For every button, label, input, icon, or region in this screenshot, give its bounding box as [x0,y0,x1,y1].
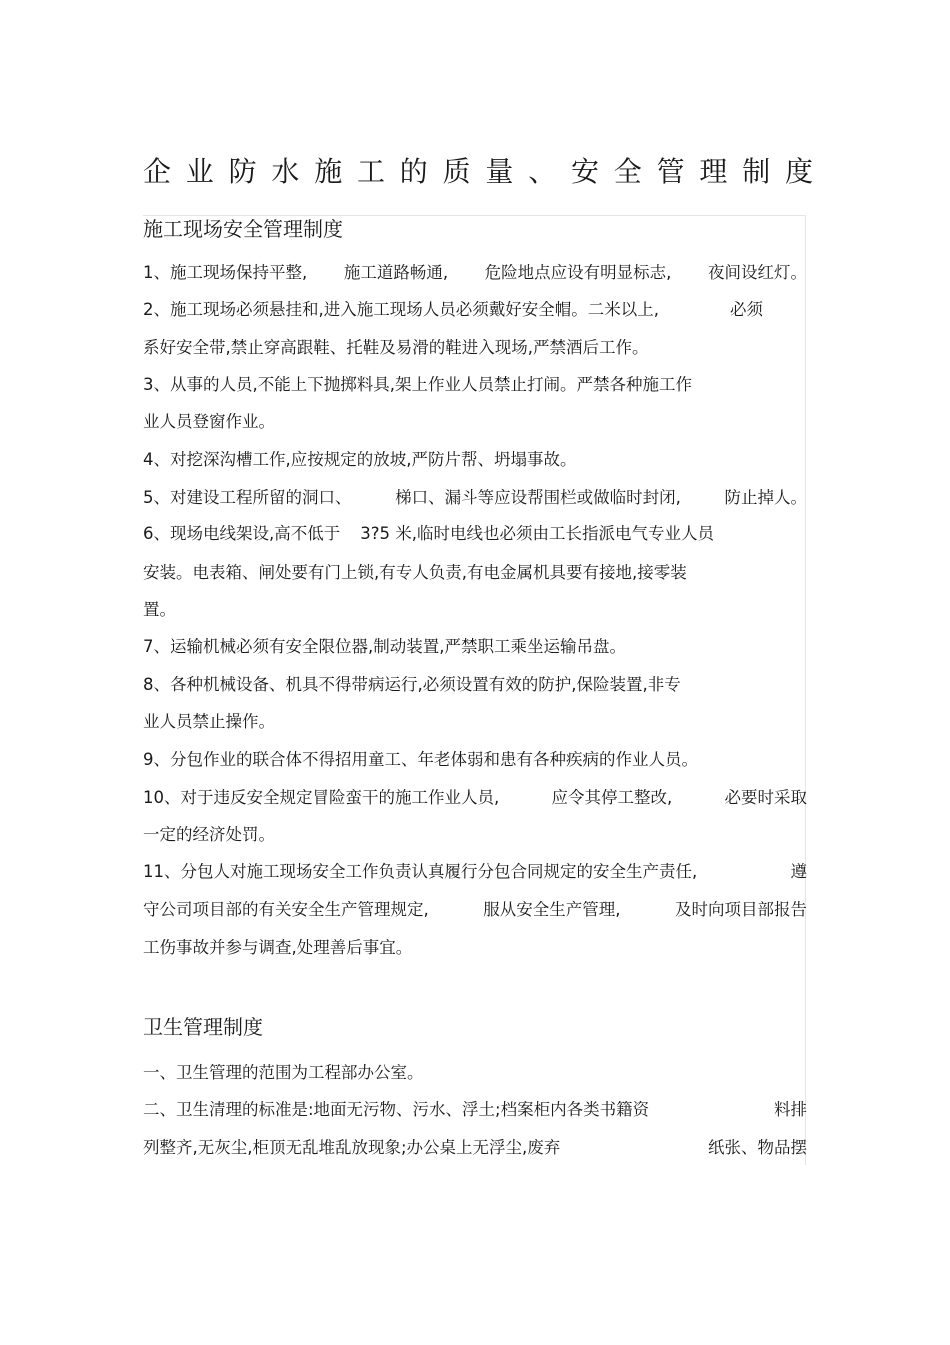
hygiene-item-2-line-2 [143,1136,807,1160]
safety-item-4: 4、对挖深沟槽工作,应按规定的放坡,严防片帮、坍塌事故。 [143,450,577,469]
text-segment: 防止掉人。 [724,488,807,507]
safety-item-5 [143,486,807,510]
text-segment: 料排 [774,1100,807,1119]
safety-item-10-line-1 [143,786,807,810]
hygiene-item-1: 一、卫生管理的范围为工程部办公室。 [143,1063,424,1082]
text-segment: 守公司项目部的有关安全生产管理规定, [143,900,429,919]
text-segment: 必要时采取 [724,788,807,807]
text-segment: 必须 [730,300,763,319]
text-segment: 1、施工现场保持平整, [143,263,308,282]
hygiene-item-2-line-1 [143,1098,807,1122]
text-segment: 列整齐,无灰尘,柜顶无乱堆乱放现象;办公桌上无浮尘,废弃 [143,1138,561,1157]
text-segment: 二、卫生清理的标准是:地面无污物、污水、浮土;档案柜内各类书籍资 [143,1100,650,1119]
safety-item-3-line-1: 3、从事的人员,不能上下抛掷料具,架上作业人员禁止打闹。严禁各种施工作 [143,375,692,394]
section-heading-safety: 施工现场安全管理制度 [143,217,343,241]
safety-item-6-line-3: 置。 [143,600,176,619]
text-segment: 2、施工现场必须悬挂和,进入施工现场人员必须戴好安全帽。二米以上, [143,300,659,319]
safety-item-6-line-1 [143,522,807,546]
safety-item-7: 7、运输机械必须有安全限位器,制动装置,严禁职工乘坐运输吊盘。 [143,637,626,656]
text-segment: 11、分包人对施工现场安全工作负责认真履行分包合同规定的安全生产责任, [143,862,698,881]
text-segment: 应令其停工整改, [551,788,673,807]
safety-item-6-line-2: 安装。电表箱、闸处要有门上锁,有专人负责,有电金属机具要有接地,接零装 [143,563,687,582]
text-segment: 6、现场电线架设,高不低于 [143,524,341,543]
text-segment: 纸张、物品摆 [708,1138,807,1157]
safety-item-10-line-2: 一定的经济处罚。 [143,825,275,844]
page-title: 企业防水施工的质量、安全管理制度 [143,155,828,188]
safety-item-2-line-2: 系好安全带,禁止穿高跟鞋、托鞋及易滑的鞋进入现场,严禁酒后工作。 [143,338,649,357]
text-segment: 梯口、漏斗等应设帮围栏或做临时封闭, [395,488,681,507]
safety-item-1 [143,261,807,285]
safety-item-8-line-2: 业人员禁止操作。 [143,712,275,731]
safety-item-9: 9、分包作业的联合体不得招用童工、年老体弱和患有各种疾病的作业人员。 [143,750,698,769]
safety-item-11-line-2 [143,898,807,922]
text-segment: 3?5 米,临时电线也必须由工长指派电气专业人员 [360,524,714,543]
text-segment: 施工道路畅通, [343,263,449,282]
safety-item-11-line-3: 工伤事故并参与调查,处理善后事宜。 [143,938,413,957]
text-segment: 夜间设红灯。 [707,263,807,282]
section-heading-hygiene: 卫生管理制度 [143,1015,263,1039]
safety-item-8-line-1: 8、各种机械设备、机具不得带病运行,必须设置有效的防护,保险装置,非专 [143,675,681,694]
safety-item-2-line-1 [143,298,763,322]
text-segment: 危险地点应设有明显标志, [484,263,672,282]
safety-item-11-line-1 [143,860,807,884]
text-segment: 及时向项目部报告 [675,900,807,919]
text-segment: 服从安全生产管理, [483,900,621,919]
safety-item-3-line-2: 业人员登窗作业。 [143,412,275,431]
text-segment: 遵 [790,862,807,881]
text-segment: 5、对建设工程所留的洞口、 [143,488,352,507]
text-segment: 10、对于违反安全规定冒险蛮干的施工作业人员, [143,788,500,807]
